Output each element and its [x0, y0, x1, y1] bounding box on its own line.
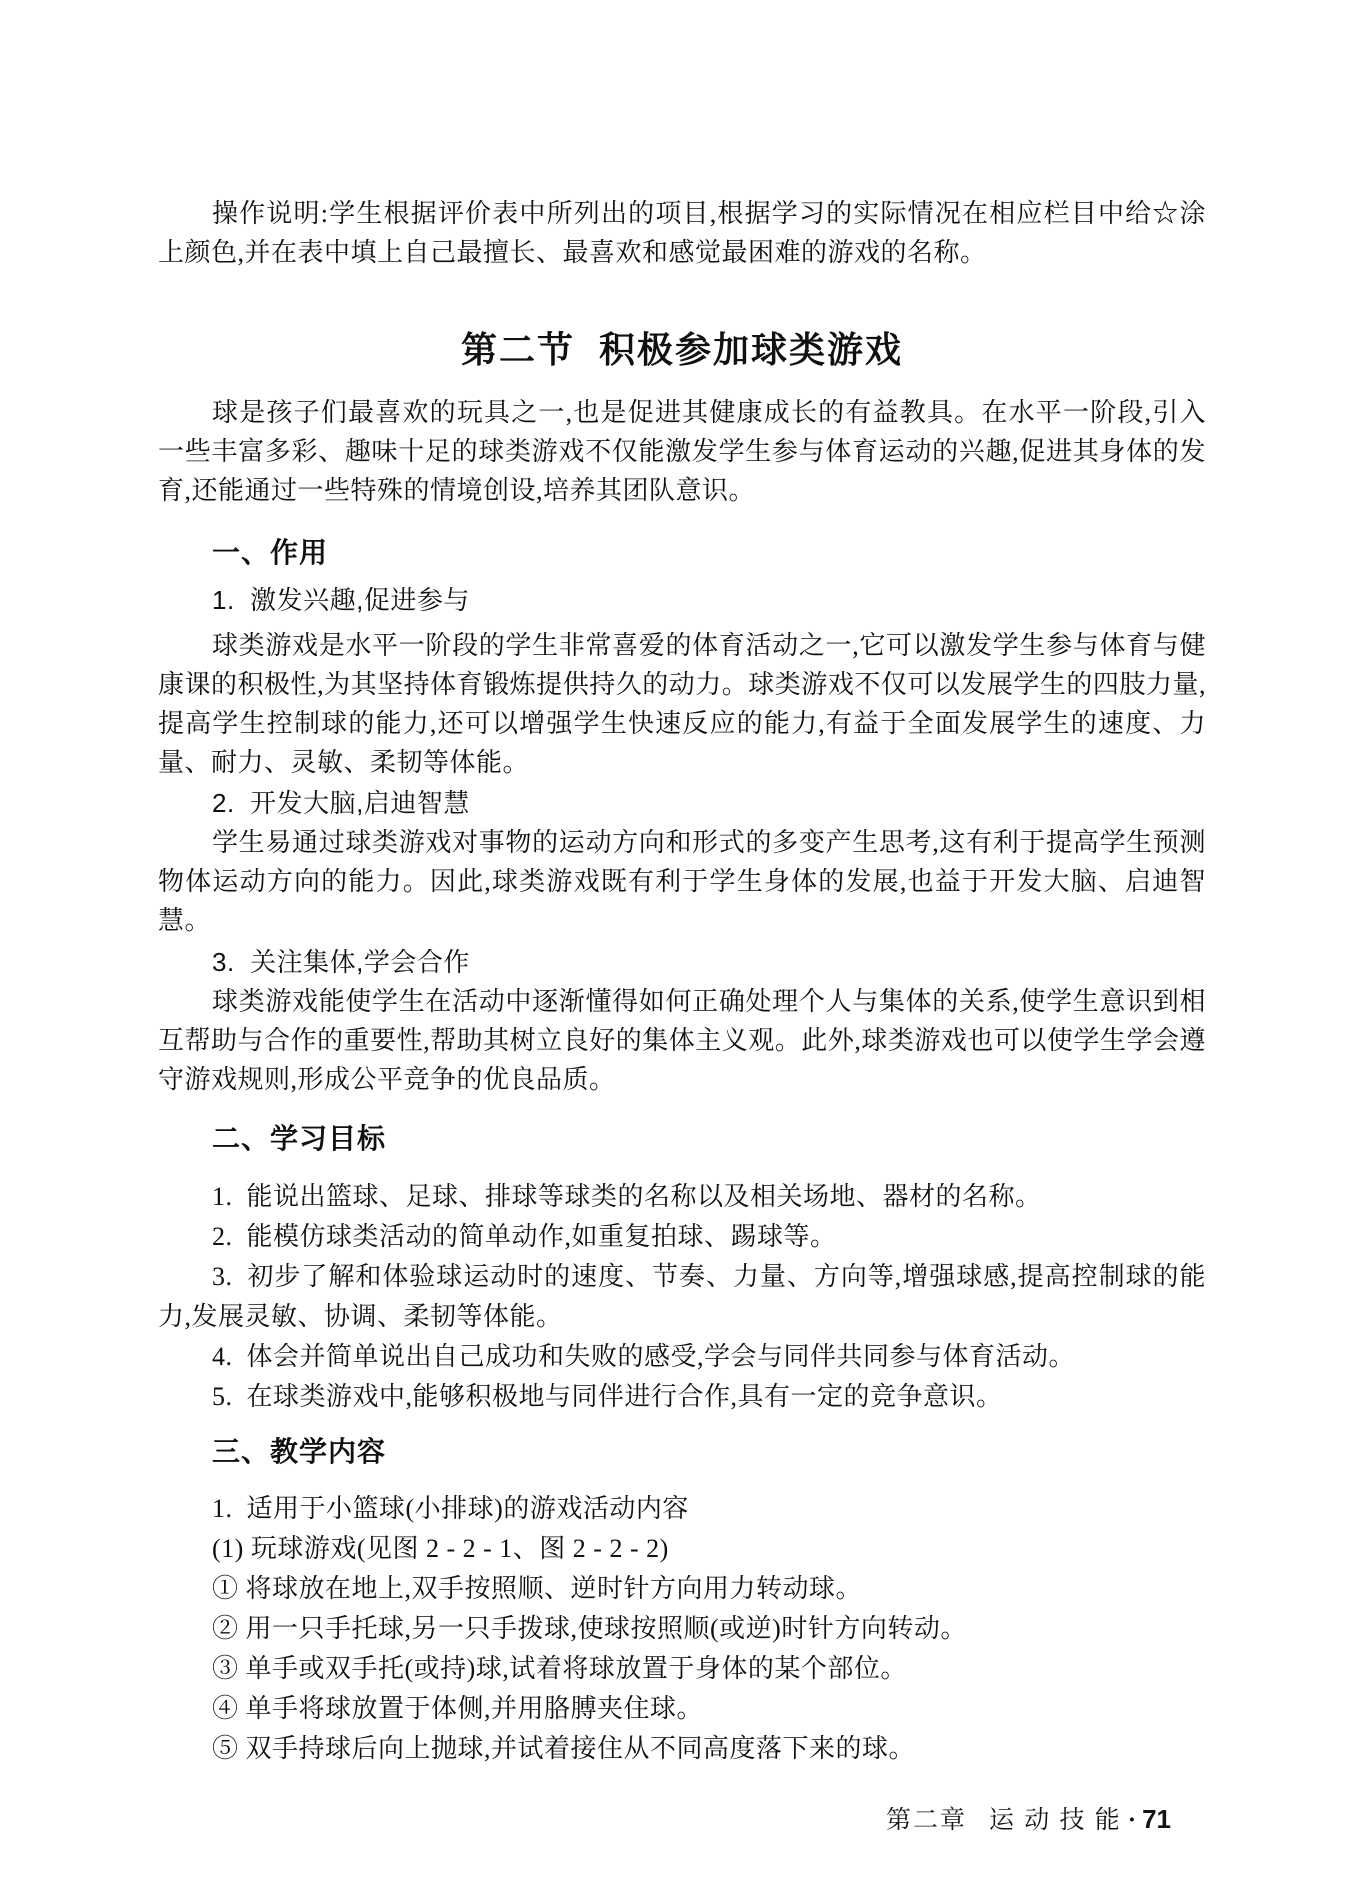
goal-item: 1. 能说出篮球、足球、排球等球类的名称以及相关场地、器材的名称。 [212, 1182, 1042, 1211]
goal-list [158, 1177, 1206, 1417]
paragraph-interest: 球类游戏是水平一阶段的学生非常喜爱的体育活动之一,它可以激发学生参与体育与健康课的积极性,为其坚持体育锻炼提供持久的动力。球类游戏不仅可以发展学生的四肢力量,提高学生控制球的能力,还可以增强学生快速反应的能力,有益于全面发展学生的速度、力量、耐力、灵敏、柔韧等体能。 [158, 631, 1206, 777]
content-line: ③ 单手或双手托(或持)球,试着将球放置于身体的某个部位。 [212, 1654, 907, 1683]
goal-item: 2. 能模仿球类活动的简单动作,如重复拍球、踢球等。 [212, 1222, 837, 1251]
content-line: (1) 玩球游戏(见图 2 - 2 - 1、图 2 - 2 - 2) [212, 1534, 669, 1563]
goal-item: 5. 在球类游戏中,能够积极地与同伴进行合作,具有一定的竞争意识。 [212, 1382, 1003, 1411]
instruction-paragraph: 操作说明:学生根据评价表中所列出的项目,根据学习的实际情况在相应栏目中给☆涂上颜色,并在表中填上自己最擅长、最喜欢和感觉最困难的游戏的名称。 [158, 199, 1206, 267]
subheading-interest: 1. 激发兴趣,促进参与 [212, 585, 470, 615]
footer-chapter-title: 运 动 技 能 [988, 1807, 1122, 1834]
content-line: 1. 适用于小篮球(小排球)的游戏活动内容 [212, 1494, 689, 1523]
footer-chapter: 第二章 [885, 1807, 967, 1834]
goal-item: 3. 初步了解和体验球运动时的速度、节奏、力量、方向等,增强球感,提高控制球的能力,发展灵敏、协调、柔韧等体能。 [158, 1262, 1206, 1331]
footer-separator: · [1127, 1807, 1137, 1834]
paragraph-teamwork: 球类游戏能使学生在活动中逐渐懂得如何正确处理个人与集体的关系,使学生意识到相互帮助与合作的重要性,帮助其树立良好的集体主义观。此外,球类游戏也可以使学生学会遵守游戏规则,形成公平竞争的优良品质。 [158, 987, 1206, 1094]
content-line: ⑤ 双手持球后向上抛球,并试着接住从不同高度落下来的球。 [212, 1734, 916, 1763]
content-line: ④ 单手将球放置于体侧,并用胳膊夹住球。 [212, 1694, 704, 1723]
heading-goals: 二、学习目标 [212, 1123, 387, 1154]
paragraph-brain: 学生易通过球类游戏对事物的运动方向和形式的多变产生思考,这有利于提高学生预测物体运动方向的能力。因此,球类游戏既有利于学生身体的发展,也益于开发大脑、启迪智慧。 [158, 828, 1206, 935]
footer-page-number: 71 [1142, 1804, 1171, 1834]
content-line: ② 用一只手托球,另一只手拨球,使球按照顺(或逆)时针方向转动。 [212, 1614, 967, 1643]
intro-paragraph: 球是孩子们最喜欢的玩具之一,也是促进其健康成长的有益教具。在水平一阶段,引入一些丰富多彩、趣味十足的球类游戏不仅能激发学生参与体育运动的兴趣,促进其身体的发育,还能通过一些特殊的情境创设,培养其团队意识。 [158, 398, 1206, 505]
heading-teaching-content: 三、教学内容 [212, 1436, 387, 1467]
section-title: 第二节 积极参加球类游戏 [460, 329, 903, 370]
goal-item: 4. 体会并简单说出自己成功和失败的感受,学会与同伴共同参与体育活动。 [212, 1342, 1076, 1371]
subheading-teamwork: 3. 关注集体,学会合作 [212, 947, 470, 977]
content-line: ① 将球放在地上,双手按照顺、逆时针方向用力转动球。 [212, 1574, 863, 1603]
heading-role: 一、作用 [212, 537, 329, 568]
page-footer [158, 1801, 1206, 1839]
teaching-content-list [158, 1489, 1206, 1769]
subheading-brain: 2. 开发大脑,启迪智慧 [212, 788, 470, 818]
